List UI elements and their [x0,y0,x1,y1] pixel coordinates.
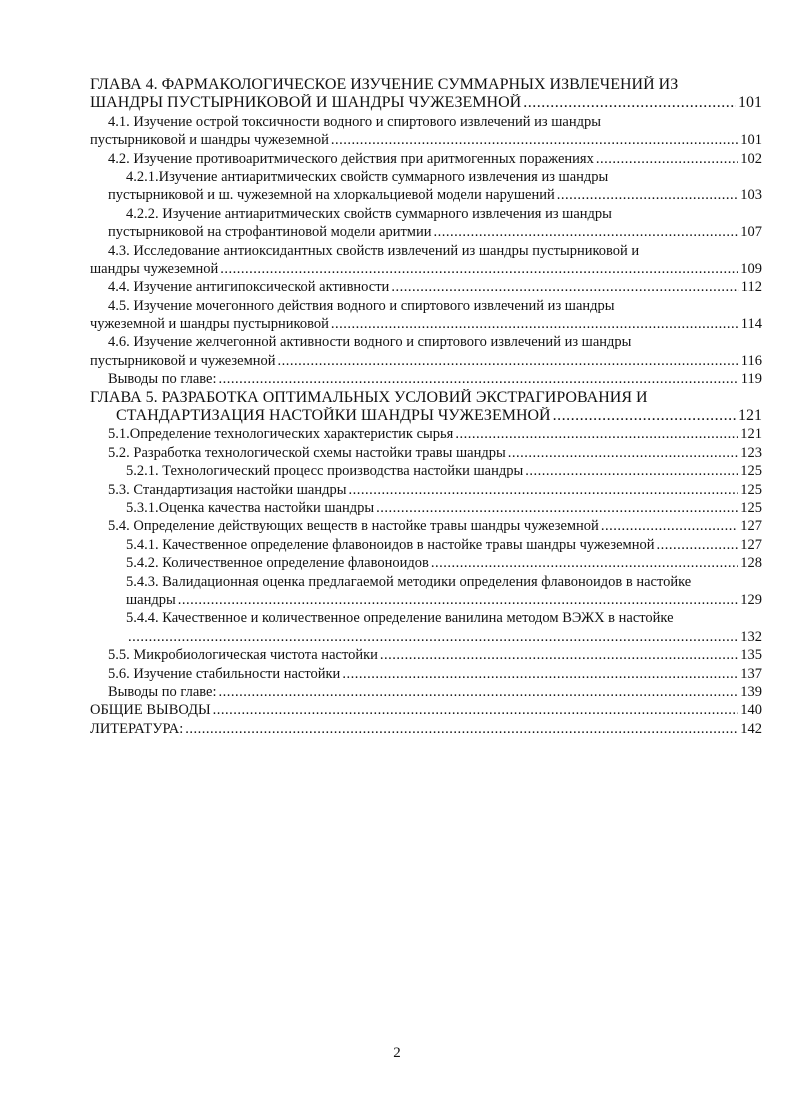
dot-leader [178,591,739,609]
toc-entry-4-2 [90,150,762,168]
toc-entry-5-4 [90,517,762,535]
dot-leader [213,701,739,719]
toc-entry-text: ГЛАВА 5. РАЗРАБОТКА ОПТИМАЛЬНЫХ УСЛОВИЙ ЭКСТРАГИРОВАНИЯ И [90,388,648,406]
toc-page-number: 139 [740,683,762,700]
toc-entry-text: пустырниковой и ш. чужеземной на хлоркальциевой модели нарушений [108,187,555,204]
toc-entry-5-2-1 [90,462,762,480]
toc-page-number: 125 [740,463,762,480]
toc-entry-text: 5.4.4. Качественное и количественное определение ванилина методом ВЭЖХ в настойке [126,610,674,627]
toc-entry-text: Выводы по главе: [108,371,217,388]
toc-page-number: 109 [740,260,762,277]
toc-entry-5-4-4 [90,609,762,646]
toc-entry-text: 5.4.2. Количественное определение флавоноидов [126,555,429,572]
toc-entry-text: 4.2.1.Изучение антиаритмических свойств суммарного извлечения из шандры [126,168,609,185]
toc-entry-5-6 [90,665,762,683]
page-number: 2 [393,1045,401,1061]
dot-leader [331,131,738,149]
table-of-contents [90,76,762,738]
toc-entry-text: 5.4.3. Валидационная оценка предлагаемой методики определения флавоноидов в настойке [126,573,692,590]
toc-page-number: 112 [740,279,762,296]
dot-leader [348,481,738,499]
dot-leader [185,720,738,738]
toc-entry-text: пустырниковой на строфантиновой модели аритмии [108,224,432,241]
toc-entry-text: пустырниковой и чужеземной [90,352,276,369]
dot-leader [220,260,738,278]
toc-page-number: 102 [740,150,762,167]
toc-entry-5-3-1 [90,499,762,517]
toc-entry-chapter-5-conclusions [90,683,762,701]
toc-entry-text: Выводы по главе: [108,683,217,700]
toc-entry-5-2 [90,444,762,462]
dot-leader [434,223,739,241]
toc-entry-4-4 [90,278,762,296]
toc-page-number: 103 [740,187,762,204]
dot-leader [525,462,738,480]
toc-entry-text: 4.1. Изучение острой токсичности водного и спиртового извлечений из шандры [108,113,601,130]
toc-entry-text: 4.2. Изучение противоаритмического действия при аритмогенных поражениях [108,150,594,167]
dot-leader [431,554,738,572]
toc-entry-4-2-2 [90,205,762,242]
dot-leader [331,315,739,333]
toc-page-number: 116 [740,352,762,369]
toc-entry-5-4-1 [90,536,762,554]
toc-entry-text: 4.2.2. Изучение антиаритмических свойств суммарного извлечения из шандры [126,205,612,222]
toc-page-number: 123 [740,444,762,461]
toc-entry-text: 5.2.1. Технологический процесс производства настойки шандры [126,463,524,480]
toc-entry-text: 4.3. Исследование антиоксидантных свойств извлечений из шандры пустырниковой и [108,242,640,259]
toc-entry-4-2-1 [90,168,762,205]
toc-entry-chapter-4 [90,76,762,113]
toc-page-number: 135 [740,647,762,664]
dot-leader [376,499,738,517]
dot-leader [218,370,738,388]
toc-page-number: 125 [740,499,762,516]
toc-entry-text: ОБЩИЕ ВЫВОДЫ [90,702,211,719]
toc-entry-text: 5.3. Стандартизация настойки шандры [108,481,347,498]
toc-entry-text: пустырниковой и шандры чужеземной [90,132,329,149]
toc-entry-text: 5.3.1.Оценка качества настойки шандры [126,499,375,516]
toc-page-number: 101 [738,94,762,112]
toc-page-number: 137 [740,665,762,682]
toc-entry-text: ГЛАВА 4. ФАРМАКОЛОГИЧЕСКОЕ ИЗУЧЕНИЕ СУММАРНЫХ ИЗВЛЕЧЕНИЙ ИЗ [90,76,679,93]
toc-page-number: 127 [740,518,762,535]
toc-page-number: 140 [740,702,762,719]
toc-entry-text: чужеземной и шандры пустырниковой [90,316,329,333]
dot-leader [128,628,738,646]
toc-page-number: 101 [740,132,762,149]
toc-entry-5-4-2 [90,554,762,572]
toc-page-number: 128 [740,555,762,572]
dot-leader [601,517,738,535]
toc-page-number: 125 [740,481,762,498]
dot-leader [553,407,736,425]
dot-leader [455,425,738,443]
dot-leader [557,186,738,204]
toc-page-number: 107 [740,224,762,241]
toc-entry-text: ШАНДРЫ ПУСТЫРНИКОВОЙ И ШАНДРЫ ЧУЖЕЗЕМНОЙ [90,94,522,112]
toc-entry-4-1 [90,113,762,150]
toc-entry-chapter-5 [90,389,762,426]
dot-leader [342,665,738,683]
toc-entry-text: 5.6. Изучение стабильности настойки [108,665,341,682]
toc-entry-4-3 [90,242,762,279]
toc-page-number: 142 [740,720,762,737]
toc-entry-text: 5.4. Определение действующих веществ в настойке травы шандры чужеземной [108,518,599,535]
dot-leader [523,94,736,112]
dot-leader [656,536,738,554]
toc-entry-4-5 [90,297,762,334]
toc-page-number: 121 [738,407,762,425]
toc-entry-text: ЛИТЕРАТУРА: [90,720,184,737]
dot-leader [508,444,739,462]
toc-entry-text: 5.5. Микробиологическая чистота настойки [108,647,378,664]
toc-entry-text: 5.4.1. Качественное определение флавоноидов в настойке травы шандры чужеземной [126,536,655,553]
toc-entry-text: 4.5. Изучение мочегонного действия водного и спиртового извлечений из шандры [108,297,615,314]
toc-page-number: 127 [740,536,762,553]
toc-entry-text: шандры [126,591,176,608]
toc-entry-5-5 [90,646,762,664]
toc-page-number: 119 [740,371,762,388]
toc-entry-5-1 [90,425,762,443]
dot-leader [278,352,739,370]
toc-page-number: 114 [740,316,762,333]
dot-leader [391,278,738,296]
toc-page-number: 129 [740,591,762,608]
toc-entry-5-3 [90,481,762,499]
toc-page-number: 132 [740,628,762,645]
toc-entry-text: шандры чужеземной [90,260,219,277]
toc-entry-text: 4.4. Изучение антигипоксической активности [108,279,390,296]
toc-entry-text: 5.1.Определение технологических характеристик сырья [108,426,454,443]
dot-leader [218,683,738,701]
dot-leader [380,646,738,664]
toc-page-number: 121 [740,426,762,443]
toc-entry-literature [90,720,762,738]
dot-leader [596,150,738,168]
toc-entry-text: СТАНДАРТИЗАЦИЯ НАСТОЙКИ ШАНДРЫ ЧУЖЕЗЕМНОЙ [116,407,551,425]
toc-entry-general-conclusions [90,701,762,719]
toc-entry-4-6 [90,333,762,370]
toc-entry-5-4-3 [90,573,762,610]
toc-entry-text: 4.6. Изучение желчегонной активности водного и спиртового извлечений из шандры [108,334,632,351]
toc-entry-text: 5.2. Разработка технологической схемы настойки травы шандры [108,444,506,461]
toc-entry-chapter-4-conclusions [90,370,762,388]
